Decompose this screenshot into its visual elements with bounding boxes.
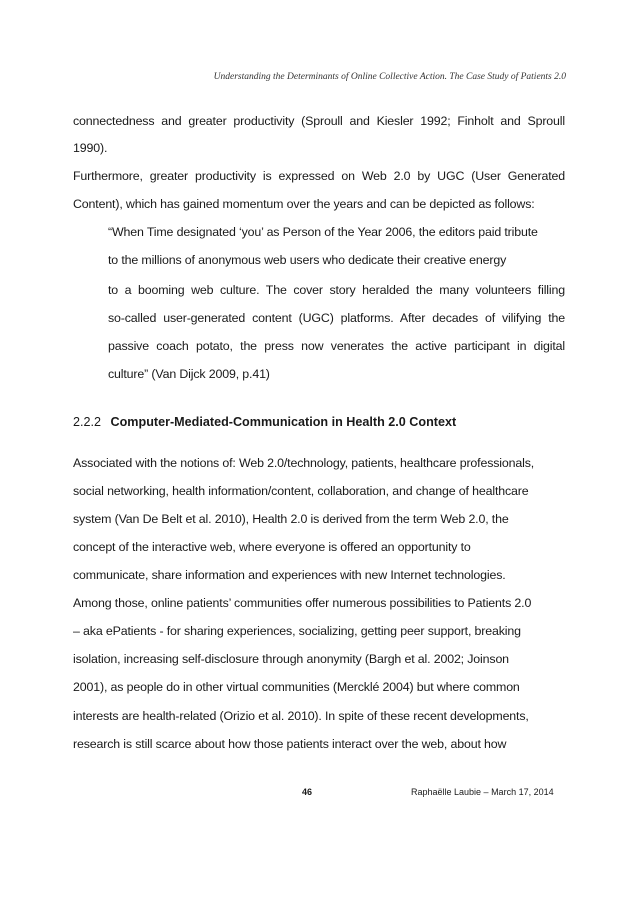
section-number: 2.2.2 (73, 415, 102, 429)
paragraph-2-line-2: Content), which has gained momentum over the years and can be depicted as follows: (73, 197, 535, 211)
running-header: Understanding the Determinants of Online Collective Action. The Case Study of Patients 2.0 (213, 72, 566, 82)
section-heading (73, 415, 456, 429)
paragraph-3-line-6: Among those, online patients’ communities offer numerous possibilities to Patients 2.0 (73, 596, 532, 610)
paragraph-3-line-11: research is still scarce about how those patients interact over the web, about how (73, 737, 507, 751)
section-title: Computer-Mediated-Communication in Health 2.0 Context (110, 415, 457, 429)
paragraph-3-line-5: communicate, share information and experiences with new Internet technologies. (73, 568, 506, 582)
paragraph-3-line-4: concept of the interactive web, where everyone is offered an opportunity to (73, 540, 471, 554)
paragraph-1-line-2: 1990). (73, 141, 108, 155)
paragraph-3-line-7: – aka ePatients - for sharing experiences, socializing, getting peer support, breaking (73, 624, 521, 638)
paragraph-3-line-9: 2001), as people do in other virtual communities (Mercklé 2004) but where common (73, 680, 520, 694)
quote-line-2: to the millions of anonymous web users who dedicate their creative energy (108, 253, 507, 267)
quote-line-1: “When Time designated ‘you’ as Person of the Year 2006, the editors paid tribute (108, 225, 538, 239)
paragraph-3-line-3: system (Van De Belt et al. 2010), Health 2.0 is derived from the term Web 2.0, the (73, 512, 509, 526)
paragraph-3-line-8: isolation, increasing self-disclosure through anonymity (Bargh et al. 2002; Joinson (73, 652, 509, 666)
quote-line-6: culture” (Van Dijck 2009, p.41) (108, 367, 270, 381)
paragraph-1-line-1: connectedness and greater productivity (Sproull and Kiesler 1992; Finholt and Sproull (73, 114, 565, 128)
quote-line-4: so-called user-generated content (UGC) platforms. After decades of vilifying the (108, 311, 565, 325)
quote-line-3: to a booming web culture. The cover story heralded the many volunteers filling (108, 283, 565, 297)
footer-author-date: Raphaëlle Laubie – March 17, 2014 (411, 787, 554, 797)
page-number: 46 (302, 787, 313, 797)
paragraph-3-line-2: social networking, health information/content, collaboration, and change of healthcare (73, 484, 529, 498)
paragraph-3-line-10: interests are health-related (Orizio et al. 2010). In spite of these recent developments, (73, 709, 529, 723)
quote-line-5: passive coach potato, the press now venerates the active participant in digital (108, 339, 565, 353)
paragraph-2-line-1: Furthermore, greater productivity is expressed on Web 2.0 by UGC (User Generated (73, 169, 565, 183)
paragraph-3-line-1: Associated with the notions of: Web 2.0/technology, patients, healthcare professionals, (73, 456, 535, 470)
